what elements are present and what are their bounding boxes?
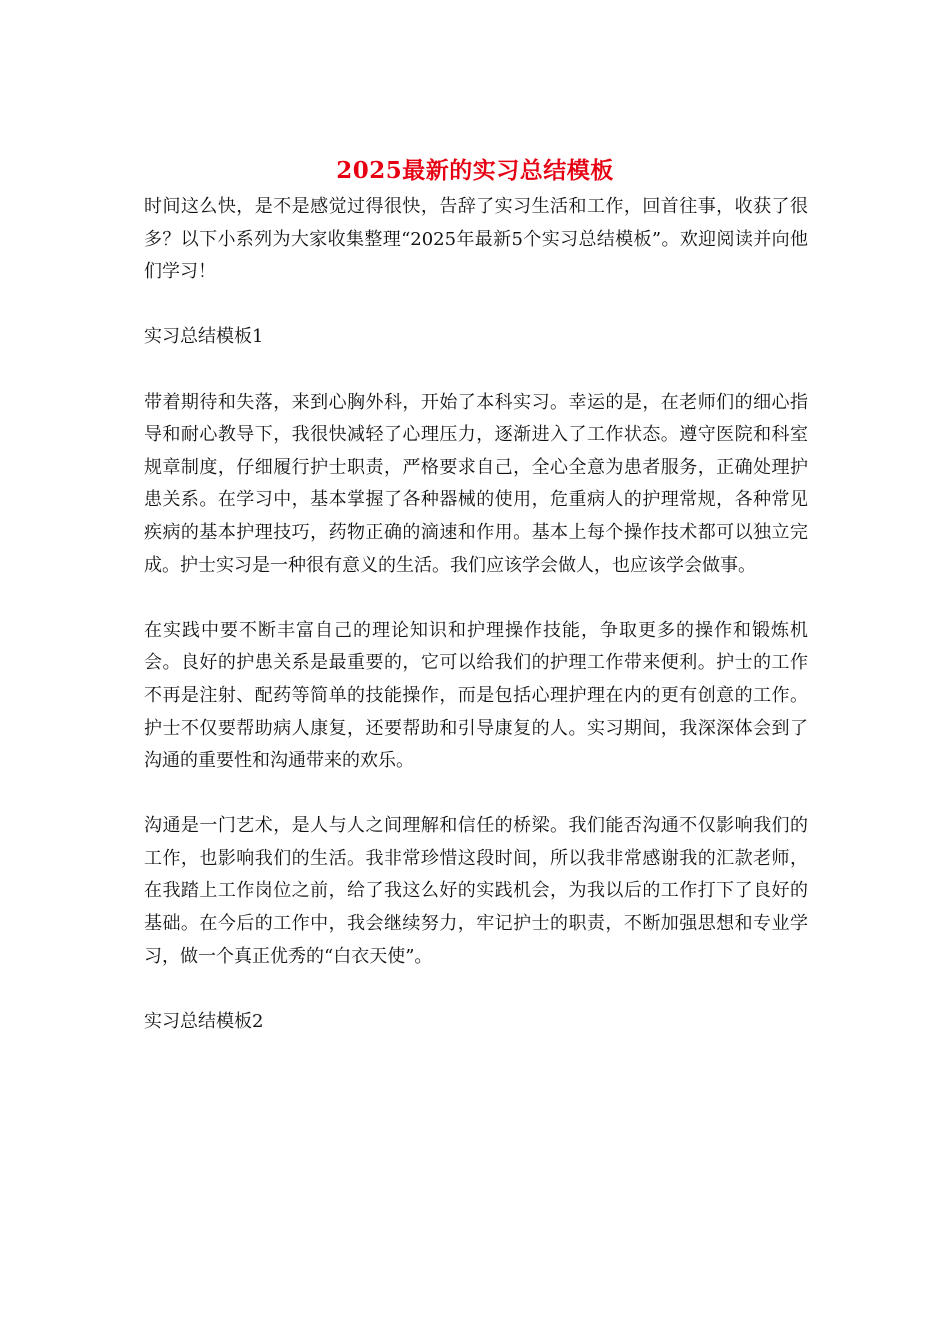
document-body [144,191,808,1038]
body-paragraph-3: 沟通是一门艺术，是人与人之间理解和信任的桥梁。我们能否沟通不仅影响我们的工作，也影响我们的生活。我非常珍惜这段时间，所以我非常感谢我的汇款老师，在我踏上工作岗位之前，给了我这么好的实践机会，为我以后的工作打下了良好的基础。在今后的工作中，我会继续努力，牢记护士的职责，不断加强思想和专业学习，做一个真正优秀的“白衣天使”。 [144,815,808,967]
document-title: 2025最新的实习总结模板 [336,157,614,184]
body-paragraph-2: 在实践中要不断丰富自己的理论知识和护理操作技能，争取更多的操作和锻炼机会。良好的护患关系是最重要的，它可以给我们的护理工作带来便利。护士的工作不再是注射、配药等简单的技能操作，而是包括心理护理在内的更有创意的工作。护士不仅要帮助病人康复，还要帮助和引导康复的人。实习期间，我深深体会到了沟通的重要性和沟通带来的欢乐。 [144,619,808,772]
intro-paragraph: 时间这么快，是不是感觉过得很快，告辞了实习生活和工作，回首往事，收获了很多？以下小系列为大家收集整理“2025年最新5个实习总结模板”。欢迎阅读并向他们学习！ [144,196,808,283]
section-heading-1: 实习总结模板1 [144,326,264,348]
body-paragraph-1: 带着期待和失落，来到心胸外科，开始了本科实习。幸运的是，在老师们的细心指导和耐心教导下，我很快减轻了心理压力，逐渐进入了工作状态。遵守医院和科室规章制度，仔细履行护士职责，严格要求自己，全心全意为患者服务，正确处理护患关系。在学习中，基本掌握了各种器械的使用，危重病人的护理常规，各种常见疾病的基本护理技巧，药物正确的滴速和作用。基本上每个操作技术都可以独立完成。护士实习是一种很有意义的生活。我们应该学会做人，也应该学会做事。 [144,391,808,576]
section-heading-2: 实习总结模板2 [144,1010,264,1032]
